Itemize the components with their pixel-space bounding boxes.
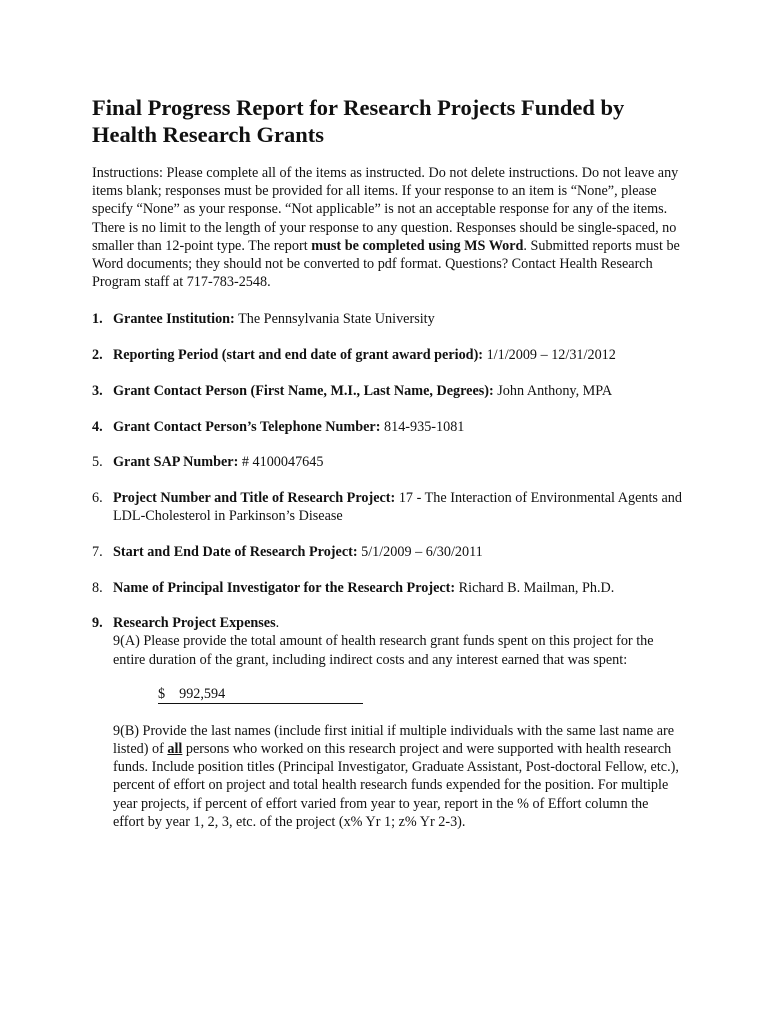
instructions-text-2: . Submitted reports must be Word documents; they should not be converted to pdf format. Questions? Contact Health Research Program staff at 717-783-2548. — [92, 237, 680, 291]
item-value: 17 - The Interaction of Environmental Agents and LDL-Cholesterol in Parkinson’s Disease — [113, 489, 682, 525]
item-label: Project Number and Title of Research Project: — [113, 489, 396, 506]
item-number: 4. — [92, 418, 103, 435]
item-value: John Anthony, MPA — [493, 382, 613, 399]
instructions-bold-text: must be completed using MS Word — [311, 237, 524, 254]
item-label: Reporting Period (start and end date of grant award period): — [113, 347, 484, 364]
item-grant-sap-number — [92, 453, 682, 471]
item-label-suffix: . — [275, 615, 280, 632]
item-label: Grant Contact Person (First Name, M.I., Last Name, Degrees): — [113, 382, 494, 399]
item-label: Research Project Expenses — [113, 615, 276, 632]
item-project-dates — [92, 543, 682, 561]
item-grant-contact-person — [92, 382, 682, 400]
item-value: Richard B. Mailman, Ph.D. — [455, 579, 615, 596]
item-contact-telephone — [92, 418, 682, 436]
instructions-paragraph — [92, 164, 682, 291]
item-research-project-expenses — [92, 614, 682, 831]
item-label: Name of Principal Investigator for the Research Project: — [113, 579, 456, 596]
item-value: 5/1/2009 – 6/30/2011 — [357, 543, 483, 560]
item-label: Grantee Institution: — [113, 311, 235, 328]
item-label: Grant Contact Person’s Telephone Number: — [113, 418, 381, 435]
item-number: 7. — [92, 543, 103, 560]
page-title: Final Progress Report for Research Projects Funded by Health Research Grants — [92, 95, 625, 147]
expenses-9b-text-1: 9(B) Provide the last names (include first initial if multiple individuals with the same last name are listed) of — [113, 722, 675, 758]
expenses-9b-text-2: persons who worked on this research project and were supported with health research funds. Include position titles (Principal Investigator, Graduate Assistant, Post-doctoral Fellow, etc.), percent of effort on project and total health research funds expended for the position. For multiple year projects, if percent of effort varied from year to year, report in the % of Effort column the effort by year 1, 2, 3, etc. of the project (x% Yr 1; z% Yr 2-3). — [113, 741, 679, 830]
item-number: 9. — [92, 615, 103, 632]
item-principal-investigator — [92, 579, 682, 597]
document-page — [92, 94, 682, 849]
item-label: Grant SAP Number: — [113, 454, 239, 471]
item-number: 6. — [92, 489, 103, 506]
item-header — [113, 614, 682, 632]
expenses-9a-text: 9(A) Please provide the total amount of health research grant funds spent on this project for the entire duration of the grant, including indirect costs and any interest earned that was spent: — [113, 633, 654, 668]
item-reporting-period — [92, 346, 682, 364]
expenses-9b-text — [113, 722, 682, 831]
item-value: 814-935-1081 — [380, 418, 465, 435]
expenses-9b-emphasis: all — [167, 741, 183, 758]
item-value: The Pennsylvania State University — [234, 311, 435, 328]
item-number: 1. — [92, 311, 103, 328]
expenses-amount-field — [158, 685, 363, 704]
item-number: 3. — [92, 382, 103, 399]
item-value: 1/1/2009 – 12/31/2012 — [483, 347, 616, 364]
item-label: Start and End Date of Research Project: — [113, 543, 358, 560]
instructions-text-1: Instructions: Please complete all of the items as instructed. Do not delete instructions. Do not leave any items blank; responses must be provided for all items. If your response to an item is “None”, please specify “None” as your response. “Not applicable” is not an acceptable response for any of the items. There is no limit to the length of your response to any question. Responses should be single-spaced, no smaller than 12-point type. The report — [92, 165, 679, 254]
expenses-amount-value: 992,594 — [179, 685, 226, 702]
item-project-number-title — [92, 489, 682, 525]
item-number: 5. — [92, 454, 103, 471]
item-grantee-institution — [92, 310, 682, 328]
item-number: 8. — [92, 579, 103, 596]
currency-symbol: $ — [158, 685, 166, 702]
item-number: 2. — [92, 347, 103, 364]
item-value: # 4100047645 — [238, 454, 324, 471]
